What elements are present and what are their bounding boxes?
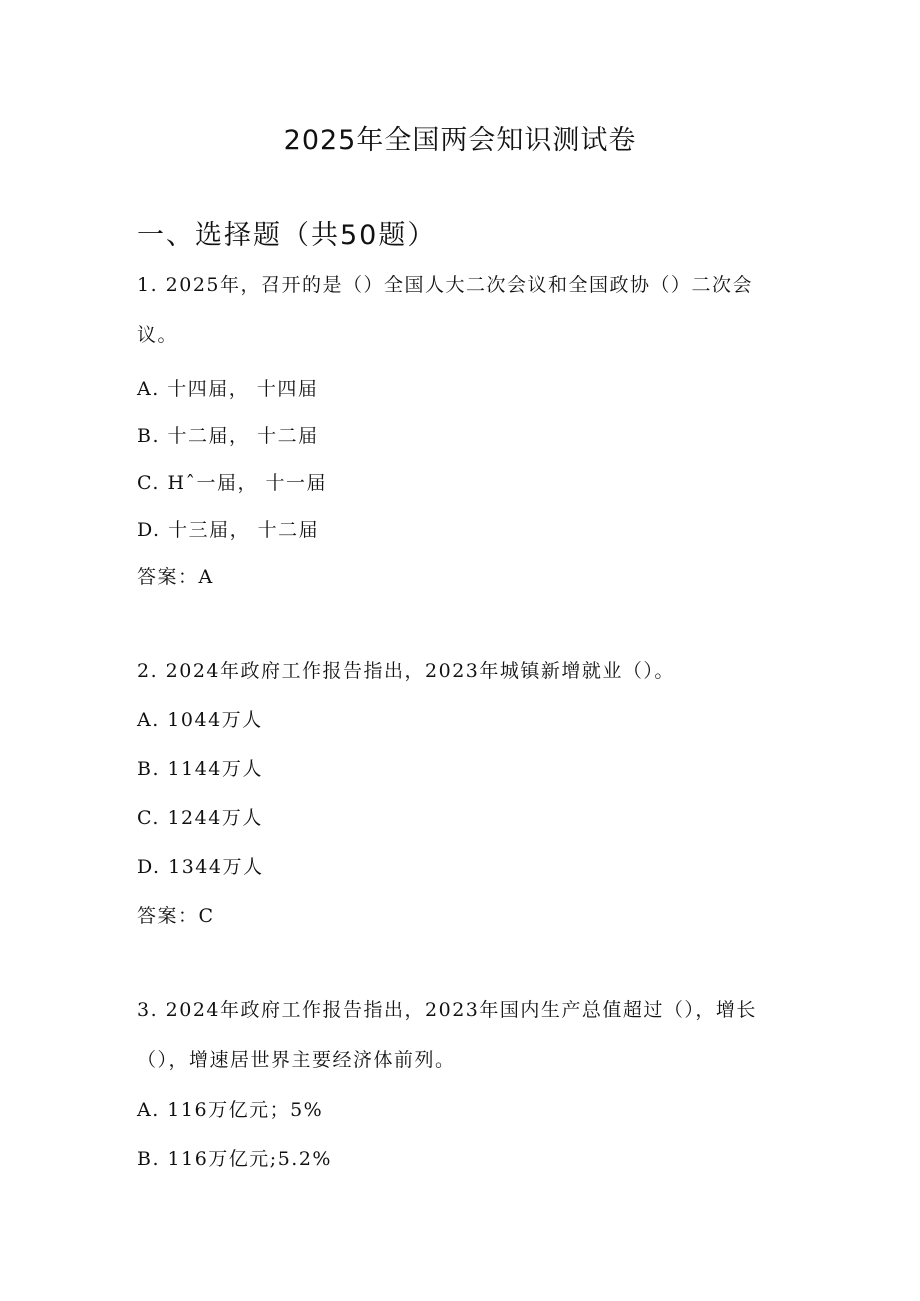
question-1-option-a: A. 十四届， 十四届 [137, 378, 319, 400]
question-2-option-c: C. 1244万人 [137, 807, 263, 829]
section-heading: 一、选择题（共50题） [137, 220, 437, 251]
question-2-option-a: A. 1044万人 [137, 709, 263, 731]
question-3-option-a: A. 116万亿元；5% [137, 1099, 324, 1121]
question-2-answer: 答案：C [137, 905, 215, 927]
question-1-option-d: D. 十三届， 十二届 [137, 519, 320, 541]
question-1-stem-line-1: 1. 2025年，召开的是（）全国人大二次会议和全国政协（）二次会 [137, 274, 754, 296]
question-1-option-c: C. Hˆ一届， 十一届 [137, 472, 328, 494]
question-3-stem-line-2: （），增速居世界主要经济体前列。 [137, 1049, 456, 1071]
question-1-stem-line-2: 议。 [137, 324, 179, 346]
question-3-option-b: B. 116万亿元;5.2% [137, 1148, 332, 1170]
question-1-option-b: B. 十二届， 十二届 [137, 425, 319, 447]
document-title: 2025年全国两会知识测试卷 [283, 125, 637, 156]
question-1-answer: 答案：A [137, 566, 214, 588]
question-2-option-b: B. 1144万人 [137, 758, 263, 780]
question-2-option-d: D. 1344万人 [137, 856, 264, 878]
question-2-stem-line-1: 2. 2024年政府工作报告指出，2023年城镇新增就业（）。 [137, 660, 675, 682]
question-3-stem-line-1: 3. 2024年政府工作报告指出，2023年国内生产总值超过（），增长 [137, 999, 757, 1021]
